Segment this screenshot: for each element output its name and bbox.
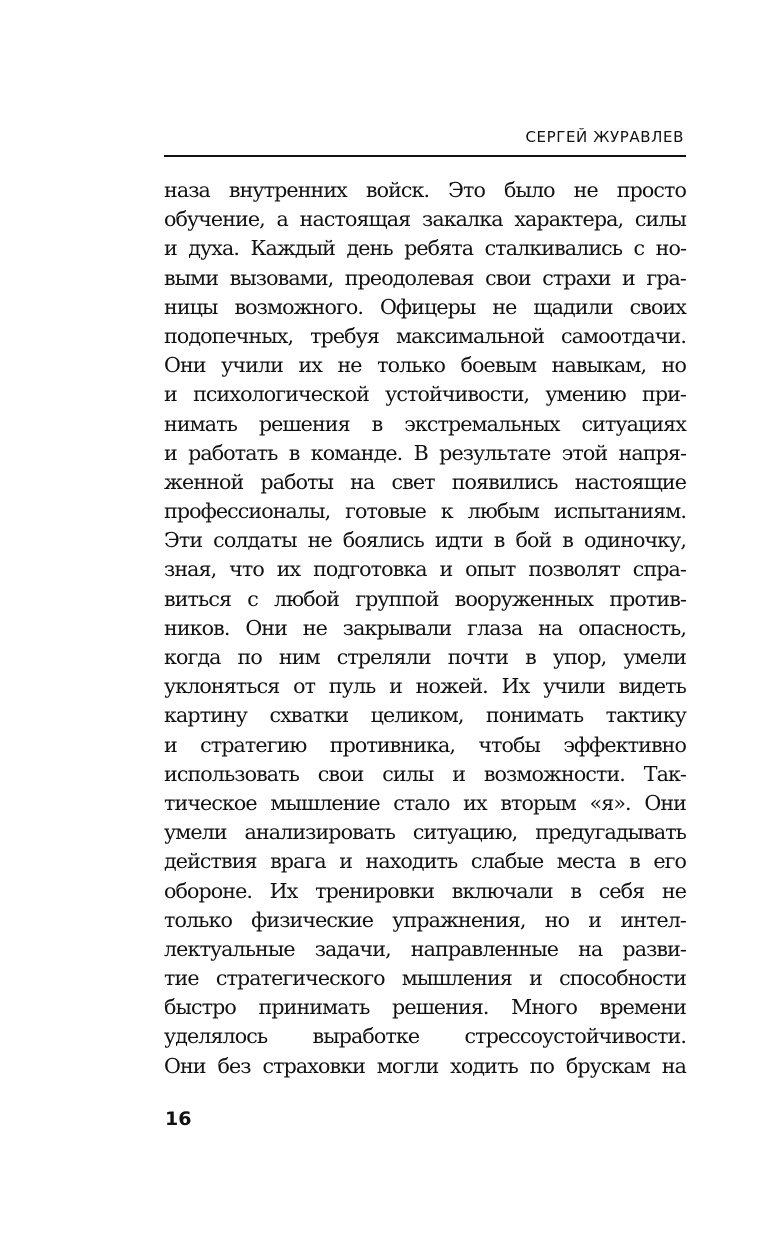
- text-line: нимать решения в экстремальных ситуациях: [164, 411, 686, 436]
- text-line: уделялось выработке стрессоустойчивости.: [164, 1024, 686, 1049]
- text-line: картину схватки целиком, понимать тактику: [164, 703, 686, 728]
- text-line: и духа. Каждый день ребята сталкивались с но-: [164, 236, 686, 261]
- text-line: виться с любой группой вооруженных против-: [164, 586, 686, 611]
- text-line: ницы возможного. Офицеры не щадили своих: [164, 294, 686, 319]
- text-line: Эти солдаты не боялись идти в бой в одиночку,: [164, 528, 686, 553]
- text-line: когда по ним стреляли почти в упор, умели: [164, 645, 686, 669]
- text-line: профессионалы, готовые к любым испытаниям.: [164, 499, 686, 524]
- header-rule: [164, 155, 686, 157]
- text-line: женной работы на свет появились настоящие: [164, 469, 686, 494]
- body-text: [164, 176, 686, 1081]
- text-line: быстро принимать решения. Много времени: [164, 995, 686, 1020]
- text-line: уклоняться от пуль и ножей. Их учили видеть: [164, 674, 686, 699]
- text-line: и работать в команде. В результате этой напря-: [164, 440, 686, 465]
- text-line: действия врага и находить слабые места в его: [164, 849, 686, 874]
- text-line: и психологической устойчивости, умению при-: [164, 382, 686, 407]
- page-number: 16: [165, 1108, 192, 1130]
- text-line: обучение, а настоящая закалка характера, силы: [164, 207, 686, 232]
- text-line: выми вызовами, преодолевая свои страхи и гра-: [164, 265, 686, 290]
- text-line: ников. Они не закрывали глаза на опасность,: [164, 615, 686, 640]
- text-line: использовать свои силы и возможности. Так-: [164, 761, 686, 786]
- text-line: Они учили их не только боевым навыкам, но: [164, 353, 686, 378]
- text-line: наза внутренних войск. Это было не просто: [164, 178, 686, 202]
- text-line: подопечных, требуя максимальной самоотдачи.: [164, 323, 686, 348]
- text-line: тие стратегического мышления и способности: [164, 966, 686, 991]
- text-line: умели анализировать ситуацию, предугадывать: [164, 820, 686, 845]
- text-line: тическое мышление стало их вторым «я». Они: [164, 790, 686, 815]
- text-line: Они без страховки могли ходить по брускам на: [164, 1053, 686, 1078]
- text-line: лектуальные задачи, направленные на разви-: [164, 936, 686, 961]
- text-line: и стратегию противника, чтобы эффективно: [164, 732, 686, 757]
- running-head-author: СЕРГЕЙ ЖУРАВЛЕВ: [525, 128, 684, 146]
- text-line: обороне. Их тренировки включали в себя не: [164, 878, 686, 903]
- text-line: только физические упражнения, но и интел-: [164, 907, 686, 932]
- text-line: зная, что их подготовка и опыт позволят спра-: [164, 557, 686, 582]
